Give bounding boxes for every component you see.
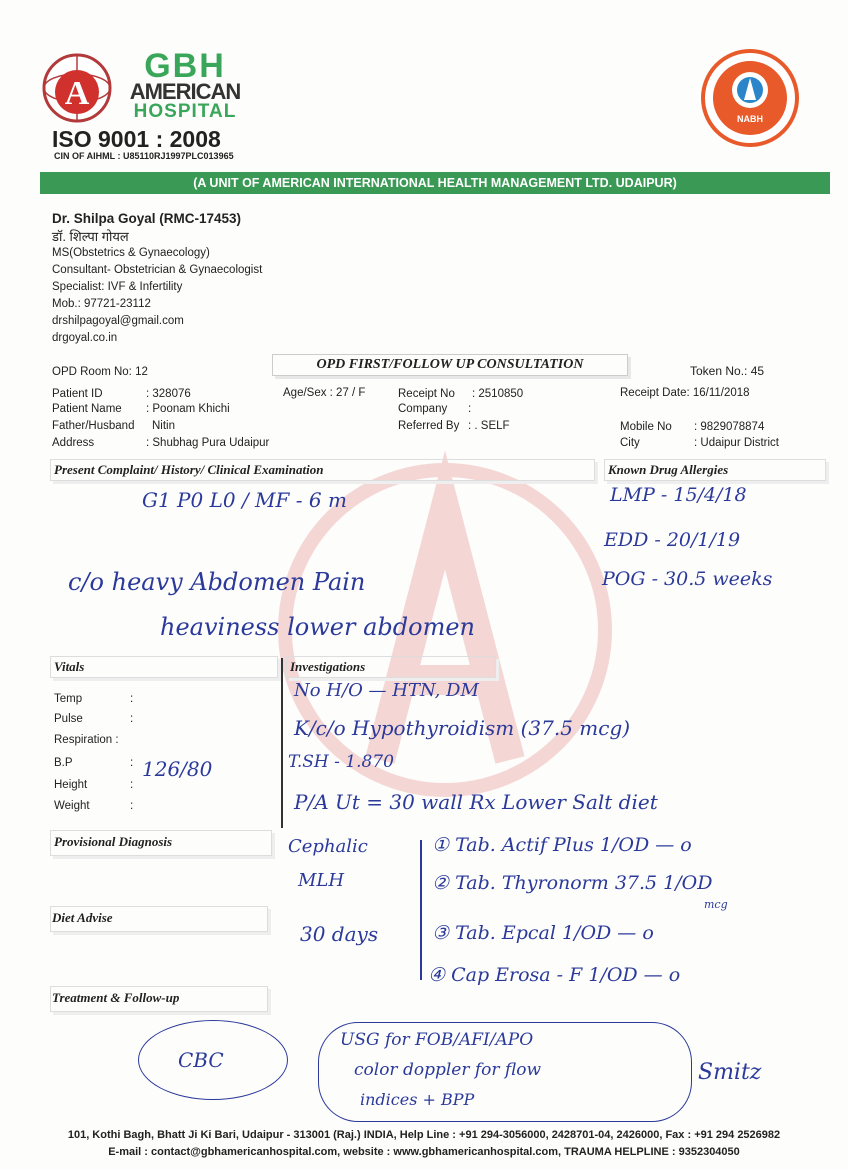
city-value: : Udaipur District [694, 437, 779, 449]
hw-investigation-1: No H/O — HTN, DM [294, 680, 479, 701]
respiration-label: Respiration : [54, 734, 119, 746]
hw-complaint-line2: heaviness lower abdomen [160, 613, 475, 641]
doctor-website: drgoyal.co.in [52, 332, 118, 344]
hw-complaint-line1: c/o heavy Abdomen Pain [68, 568, 366, 596]
hw-diagnosis-1: Cephalic [288, 836, 368, 857]
hw-rx-3: ③ Tab. Epcal 1/OD — o [432, 922, 654, 944]
doctor-specialist: Specialist: IVF & Infertility [52, 281, 183, 293]
cin-number: CIN OF AIHML : U85110RJ1997PLC013965 [54, 151, 234, 161]
brand-gbh: GBH [144, 47, 226, 85]
age-sex: Age/Sex : 27 / F [283, 387, 366, 399]
hw-rx-2-unit: mcg [704, 898, 728, 911]
investigations-heading: Investigations [290, 659, 366, 674]
bp-colon: : [130, 757, 134, 769]
hw-followup-2: color doppler for flow [354, 1060, 542, 1080]
city-label: City [620, 437, 640, 449]
consultation-title [272, 354, 628, 376]
doctor-degree: MS(Obstetrics & Gynaecology) [52, 247, 210, 259]
pulse-label: Pulse [54, 713, 83, 725]
receipt-no-value: : 2510850 [472, 388, 524, 400]
doctor-email: drshilpagoyal@gmail.com [52, 315, 184, 327]
height-colon: : [130, 779, 134, 791]
hw-obstetric-history: G1 P0 L0 / MF - 6 m [142, 488, 347, 512]
complaint-heading: Present Complaint/ History/ Clinical Examination [54, 462, 324, 477]
unit-banner [40, 172, 830, 194]
hw-pog: POG - 30.5 weeks [602, 568, 773, 590]
doctor-name: Dr. Shilpa Goyal (RMC-17453) [52, 211, 242, 226]
token-number: Token No.: 45 [690, 364, 765, 378]
weight-colon: : [130, 800, 134, 812]
doctor-details [52, 210, 262, 347]
hw-signature: Smitz [698, 1060, 762, 1085]
nabh-text: NABH [737, 114, 763, 124]
father-husband-label: Father/Husband [52, 420, 135, 432]
bp-label: B.P [54, 757, 73, 769]
patient-name-label: Patient Name [52, 403, 122, 415]
hospital-logo [40, 50, 115, 130]
doctor-consultant: Consultant- Obstetrician & Gynaecologist [52, 264, 263, 276]
patient-id-label: Patient ID [52, 388, 103, 400]
vitals-divider [281, 658, 283, 828]
footer-address: 101, Kothi Bagh, Bhatt Ji Ki Bari, Udaipur - 313001 (Raj.) INDIA, Help Line : +91 294-3056000, 2428701-04, 2426000, Fax : +91 294 2526982 [67, 1129, 781, 1141]
temp-label: Temp [54, 693, 83, 705]
receipt-no-label: Receipt No [398, 388, 455, 400]
brand-wordmark [125, 47, 245, 122]
mobile-label: Mobile No [620, 421, 672, 433]
consultation-title-text: OPD FIRST/FOLLOW UP CONSULTATION [316, 357, 584, 372]
diagnosis-heading: Provisional Diagnosis [54, 834, 173, 849]
hw-investigation-2: K/c/o Hypothyroidism (37.5 mcg) [294, 716, 631, 740]
hw-investigation-3: T.SH - 1.870 [288, 752, 394, 772]
hw-followup-1: USG for FOB/AFI/APO [340, 1030, 534, 1050]
vitals-heading: Vitals [54, 659, 85, 674]
hw-rx-4: ④ Cap Erosa - F 1/OD — o [428, 964, 681, 986]
rx-bracket [420, 840, 422, 980]
patient-name-value: : Poonam Khichi [146, 403, 230, 415]
hw-cbc: CBC [178, 1048, 224, 1072]
hw-edd: EDD - 20/1/19 [604, 529, 741, 551]
mobile-value: : 9829078874 [694, 421, 765, 433]
doctor-hindi-name: डॉ. शिल्पा गोयल [52, 229, 129, 244]
allergies-heading: Known Drug Allergies [608, 462, 729, 477]
address-label: Address [52, 437, 95, 449]
hw-followup-3: indices + BPP [360, 1090, 475, 1109]
brand-hospital: HOSPITAL [133, 101, 237, 122]
receipt-date: Receipt Date: 16/11/2018 [620, 387, 750, 399]
address-value: : Shubhag Pura Udaipur [146, 437, 270, 449]
brand-american: AMERICAN [129, 79, 241, 104]
company-value: : [468, 403, 472, 415]
referred-by-value: : . SELF [468, 420, 510, 432]
referred-by-label: Referred By [398, 420, 460, 432]
nabh-seal-icon [700, 48, 800, 148]
hw-diagnosis-2: MLH [298, 870, 345, 891]
company-label: Company [398, 403, 448, 415]
hw-investigation-4: P/A Ut = 30 wall Rx Lower Salt diet [294, 790, 658, 814]
patient-id-value: : 328076 [146, 388, 191, 400]
doctor-mobile: Mob.: 97721-23112 [52, 298, 151, 310]
hw-rx-1: ① Tab. Actif Plus 1/OD — o [432, 834, 692, 856]
treatment-heading: Treatment & Follow-up [52, 990, 180, 1005]
height-label: Height [54, 779, 88, 791]
unit-banner-text: (A UNIT OF AMERICAN INTERNATIONAL HEALTH MANAGEMENT LTD. UDAIPUR) [193, 176, 677, 190]
footer-contact: E-mail : contact@gbhamericanhospital.com, website : www.gbhamericanhospital.com, TRAUMA HELPLINE : 9352304050 [108, 1146, 740, 1158]
hw-lmp: LMP - 15/4/18 [610, 484, 747, 506]
iso-certification: ISO 9001 : 2008 [52, 126, 221, 152]
opd-room: OPD Room No: 12 [52, 366, 148, 378]
weight-label: Weight [54, 800, 90, 812]
diet-heading: Diet Advise [52, 910, 113, 925]
hw-days: 30 days [300, 922, 379, 946]
hw-rx-2: ② Tab. Thyronorm 37.5 1/OD [432, 872, 713, 894]
svg-text:A: A [64, 75, 90, 112]
temp-colon: : [130, 693, 134, 705]
pulse-colon: : [130, 713, 134, 725]
father-husband-value: Nitin [152, 420, 176, 432]
hw-bp-value: 126/80 [142, 757, 213, 781]
